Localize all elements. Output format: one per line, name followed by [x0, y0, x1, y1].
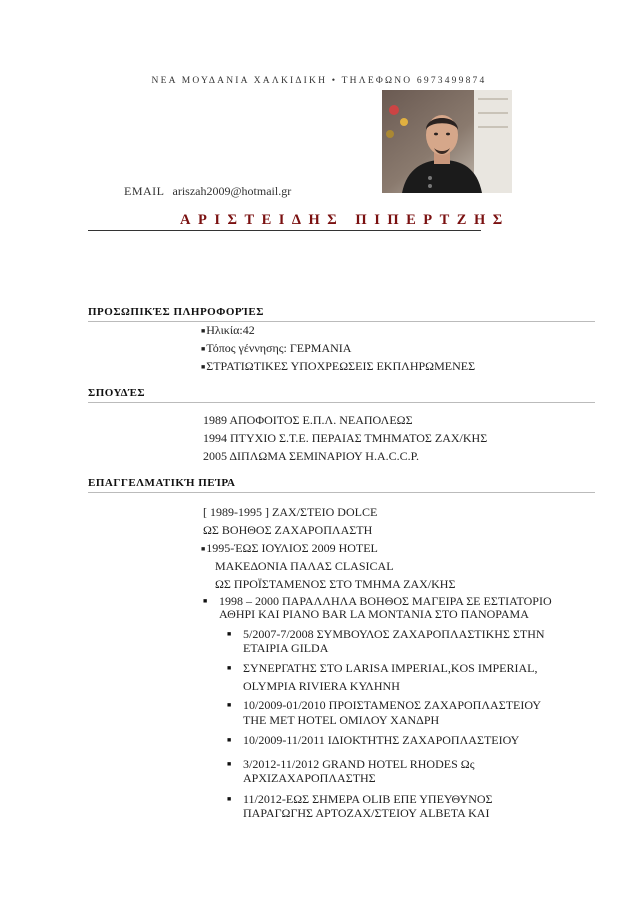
- study-item: 1989 ΑΠΟΦΟΙΤΟΣ Ε.Π.Λ. ΝΕΑΠΟΛΕΩΣ: [203, 413, 413, 427]
- job-item: ΑΡΧΙΖΑΧΑΡΟΠΛΑΣΤΗΣ: [243, 771, 376, 785]
- square-bullet-icon: ■: [227, 701, 232, 709]
- personal-item-age: ■Ηλικία:42: [201, 323, 255, 337]
- square-bullet-icon: ■: [227, 760, 232, 768]
- job-item: ΠΑΡΑΓΩΓΗΣ ΑΡΤΟΖΑΧ/ΣΤΕΙΟΥ ALBETA ΚΑΙ: [243, 806, 490, 820]
- study-item: 1994 ΠΤΥΧΙΟ Σ.Τ.Ε. ΠΕΡΑΙΑΣ ΤΜΗΜΑΤΟΣ ΖΑΧ/ΚΗΣ: [203, 431, 488, 445]
- square-bullet-icon: ■: [227, 795, 232, 803]
- square-bullet-icon: ■: [201, 545, 206, 553]
- personal-item-birthplace: ■Τόπος γέννησης: ΓΕΡΜΑΝΙΑ: [201, 341, 352, 355]
- person-name: ΑΡΙΣΤΕΙΔΗΣ ΠΙΠΕΡΤΖΗΣ: [180, 212, 510, 228]
- section-divider-studies: [88, 402, 595, 403]
- experience-line: ΩΣ ΠΡΟΪΣΤΑΜΕΝΟΣ ΣΤΟ ΤΜΗΜΑ ΖΑΧ/ΚΗΣ: [215, 577, 456, 591]
- email-label: EMAIL: [124, 184, 165, 198]
- experience-line: [ 1989-1995 ] ΖΑΧ/ΣΤΕΙΟ DOLCE: [203, 505, 378, 519]
- email-line: [124, 184, 291, 199]
- job-item: 10/2009-11/2011 ΙΔΙΟΚΤΗΤΗΣ ΖΑΧΑΡΟΠΛΑΣΤΕΙΟΥ: [243, 733, 520, 747]
- email-address[interactable]: ariszah2009@hotmail.gr: [172, 184, 292, 198]
- job-item: OLYMPIA RIVIERA ΚΥΛΗΝΗ: [243, 679, 400, 693]
- experience-line: ΑΘΗΡΙ ΚΑΙ PIANO BAR LA MONTANIA ΣΤΟ ΠΑΝΟΡΑΜΑ: [219, 607, 529, 621]
- profile-photo-illustration: [382, 90, 512, 193]
- job-item: 3/2012-11/2012 GRAND HOTEL RHODES Ως: [243, 757, 475, 771]
- square-bullet-icon: ■: [201, 327, 206, 335]
- experience-line: ■1995-ΈΩΣ ΙΟΥΛΙΟΣ 2009 HOTEL: [201, 541, 378, 555]
- section-title-studies: ΣΠΟΥΔΈΣ: [88, 387, 146, 399]
- section-divider-personal: [88, 321, 595, 322]
- job-item: ΣΥΝΕΡΓΑΤΗΣ ΣΤΟ LARISA IMPERIAL,KOS IMPERIAL,: [243, 661, 538, 675]
- personal-item-military: ■ΣΤΡΑΤΙΩΤΙΚΕΣ ΥΠΟΧΡΕΩΣΕΙΣ ΕΚΠΛΗΡΩΜΕΝΕΣ: [201, 359, 476, 373]
- square-bullet-icon: ■: [227, 630, 232, 638]
- job-item: THE MET HOTEL ΟΜΙΛΟΥ ΧΑΝΔΡΗ: [243, 713, 440, 727]
- job-item: ΕΤΑΙΡΙΑ GILDA: [243, 641, 329, 655]
- job-item: 10/2009-01/2010 ΠΡΟΙΣΤΑΜΕΝΟΣ ΖΑΧΑΡΟΠΛΑΣΤΕΙΟΥ: [243, 698, 542, 712]
- square-bullet-icon: ■: [227, 736, 232, 744]
- profile-photo: [382, 90, 512, 193]
- name-divider: [88, 230, 481, 231]
- experience-line: ΩΣ ΒΟΗΘΟΣ ΖΑΧΑΡΟΠΛΑΣΤΗ: [203, 523, 373, 537]
- section-title-personal: ΠΡΟΣΩΠΙΚΈΣ ΠΛΗΡΟΦΟΡΊΕΣ: [88, 306, 264, 318]
- section-divider-experience: [88, 492, 595, 493]
- experience-line: ΜΑΚΕΔΟΝΙΑ ΠΑΛΑΣ CLASICAL: [215, 559, 394, 573]
- job-item: 5/2007-7/2008 ΣΥΜΒΟΥΛΟΣ ΖΑΧΑΡΟΠΛΑΣΤΙΚΗΣ ΣΤΗΝ: [243, 627, 545, 641]
- square-bullet-icon: ■: [203, 597, 208, 605]
- study-item: 2005 ΔΙΠΛΩΜΑ ΣΕΜΙΝΑΡΙΟΥ H.A.C.C.P.: [203, 449, 419, 463]
- contact-line: ΝΕΑ ΜΟΥΔΑΝΙΑ ΧΑΛΚΙΔΙΚΗ • ΤΗΛΕΦΩΝΟ 6973499874: [151, 76, 487, 86]
- square-bullet-icon: ■: [227, 664, 232, 672]
- square-bullet-icon: ■: [201, 345, 206, 353]
- section-title-experience: ΕΠΑΓΓΕΛΜΑΤΙΚΉ ΠΕΊΡΑ: [88, 477, 236, 489]
- square-bullet-icon: ■: [201, 363, 206, 371]
- experience-line: 1998 – 2000 ΠΑΡΑΛΛΗΛΑ ΒΟΗΘΟΣ ΜΑΓΕΙΡΑ ΣΕ ΕΣΤΙΑΤΟΡΙΟ: [219, 594, 552, 608]
- job-item: 11/2012-ΕΩΣ ΣΗΜΕΡΑ OLIB ΕΠΕ ΥΠΕΥΘΥΝΟΣ: [243, 792, 493, 806]
